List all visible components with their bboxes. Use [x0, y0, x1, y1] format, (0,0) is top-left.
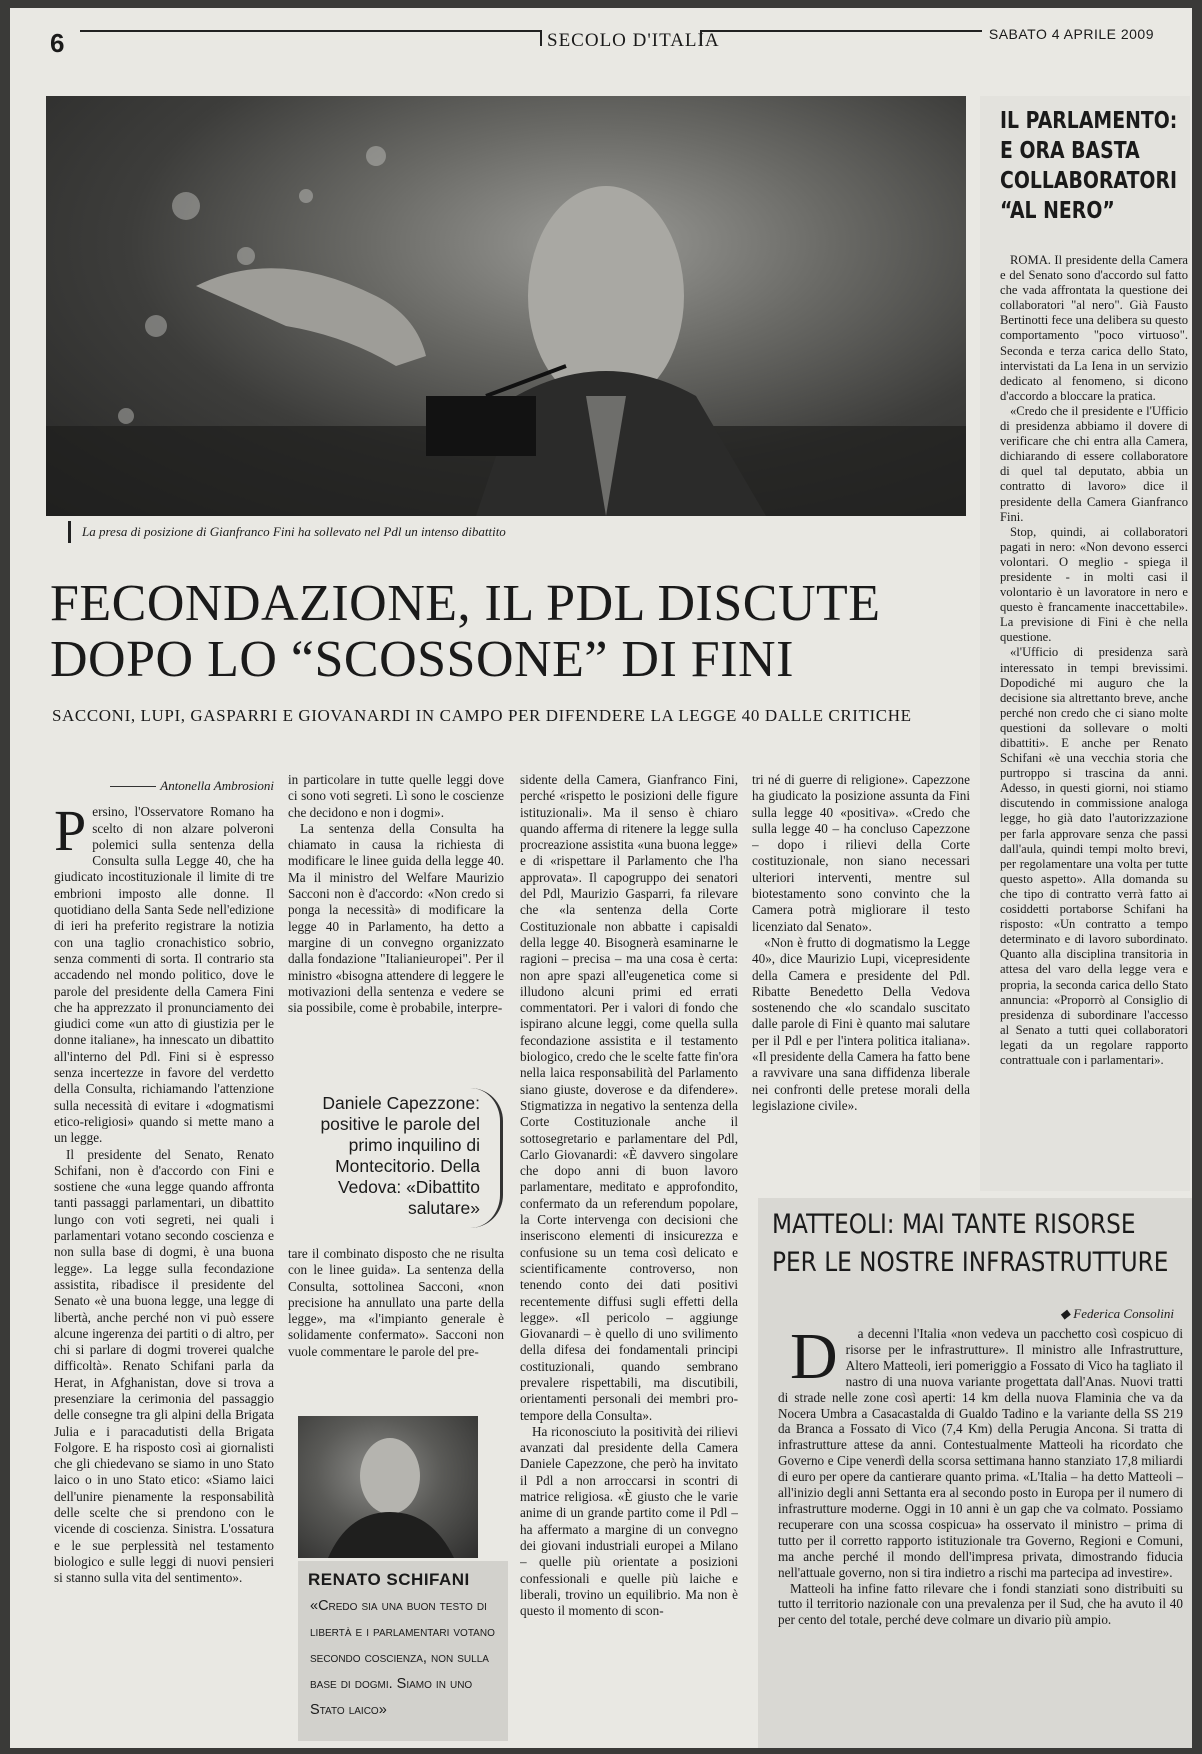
matteoli-text — [778, 1326, 1183, 1746]
drop-cap: P — [54, 798, 87, 864]
matteoli-title — [772, 1206, 1192, 1282]
main-headline — [50, 576, 980, 688]
photo-illustration — [46, 96, 966, 516]
article-paragraph: sidente della Camera, Gianfranco Fini, perché «rispetto le posizioni delle figure istituzionali». Ma il senso è chiaro quando afferma di ritenere la legge sulla procreazione assistita «una buona legge» e di «rispettare il Parlamento che l'ha approvata». Il capogruppo dei senatori del Pdl, Maurizio Gasparri, fa rilevare che «la sentenza della Corte Costituzionale non abbatte i capisaldi della legge 40. Bisognerà esaminarne le ragioni – precisa – ma una cosa è certa: non apre spazi all'eugenetica come si illudono alcuni primi ed errati commentatori. Per i valori di fondo che ispirano alcune leggi, come quella sulla fecondazione assistita e il testamento biologico, credo che le scelte fatte fin'ora nella laica responsabilità del Parlamento siano giuste, doverose e da difendere». Stigmatizza in negativo la sentenza della Corte Costituzionale anche il sottosegretario e parlamentare del Pdl, Carlo Giovanardi: «È davvero singolare che dopo anni di buon lavoro parlamentare, meditato e approfondito, confermato da un referendum popolare, la Corte intervenga con decisioni che inseriscono elementi di insicurezza e confusione su un tema così delicato e scientificamente controverso, non tenendo conto dei dati positivi recentemente diffusi sugli effetti della legge». «Il pericolo – aggiunge Giovanardi – è quello di uno svilimento della difesa dei fondamentali principi costituzionali, quando sembrano prevalere rispettabili, ma discutibili, orientamenti personali dei membri pro-tempore della Consulta». — [520, 772, 738, 1423]
matteoli-byline: ◆ Federica Consolini — [1060, 1306, 1174, 1321]
sidebar-paragraph: «l'Ufficio di presidenza sarà interessato in tempi brevissimi. Dopodiché mi auguro che la decisione sia altrettanto breve, anche perché non credo che ci siano molte questioni da sollevare o molti dibattiti». E anche per Renato Schifani «è una vecchia storia che purtroppo si trascina da anni. Adesso, in questi giorni, noi stiamo discutendo in commissione analoga legge, ho già dato l'autorizzazione per farla approvare senza che passi dall'aula, quindi tempi molto brevi, per regolamentare una volta per tutte questo aspetto». Alla domanda su che tipo di contratto verrà fatto ai cosiddetti portaborse Schifani ha risposto: «Un contratto a tempo determinato e di lavoro subordinato. Quanto alla disciplina transitoria in attesa del varo della legge vera e propria, la seconda carica dello Stato annuncia: «Proporrò al Consiglio di presidenza di subordinare l'accesso al Senato a tutti quei collaboratori legati da un regolare rapporto contrattuale con i parlamentari». — [1000, 645, 1188, 1067]
article-paragraph: Ha riconosciuto la positività dei rilievi avanzati dal presidente della Camera Daniele Capezzone, che però ha invitato il Pdl a non arroccarsi in scontri di matrice religiosa. «È giusto che le varie anime di un grande partito come il Pdl – ha affermato a margine di un convegno dei giovani industriali europei a Milano – quelle più orientate a posizioni confessionali e quelle più laiche e liberali, trovino un equilibrio. Ma non è questo il momento di scon- — [520, 1423, 738, 1619]
article-paragraph: Persino, l'Osservatore Romano ha scelto di non alzare polveroni polemici sulla sentenza della Consulta sulla Legge 40, che ha giudicato incostituzionale il limite di tre embrioni imposto alle donne. Il quotidiano della Santa Sede nell'edizione di ieri ha preferito registrare la notizia con una taglio cronachistico sobrio, senza commenti di sorta. Il contrario sta accadendo nel mondo politico, dove le parole del presidente della Camera Fini che ha apprezzato il pronunciamento dei giudici come «un atto di giustizia per le donne italiane», ha innescato un dibattito all'interno del Pdl. Fini si è espresso senza incertezze in favore del verdetto della Consulta, richiamando l'attenzione sulla necessità di evitare i «dogmatismi etico-religiosi» quando si mette mano a un legge. — [54, 798, 274, 1146]
masthead-title: SECOLO D'ITALIA — [547, 30, 720, 51]
photo-caption: La presa di posizione di Gianfranco Fini ha sollevato nel Pdl un intenso dibattito — [82, 524, 506, 539]
schifani-quote: «Credo sia una buon testo di libertà e i parlamentari votano secondo coscienza, non sulla base di dogmi. Siamo in uno Stato laico» — [310, 1598, 495, 1718]
article-column-4 — [752, 772, 970, 1182]
article-paragraph: La sentenza della Consulta ha chiamato in causa la richiesta di modificare le linee guida della legge 40. Ma il ministro del Welfare Maurizio Sacconi non è d'accordo: «Non credo si ponga la necessità» di modificare la legge 40 in Parlamento, ha detto a margine di un convegno organizzato dalla fondazione "Italianieuropei". Per il ministro «bisogna attendere di leggere le motivazioni della sentenza e vedere se sia possibile, come è probabile, interpre- — [288, 820, 504, 1016]
sidebar-paragraph: «Credo che il presidente e l'Ufficio di presidenza abbiamo il dovere di verificare che chi entra alla Camera, dichiarando di essere collaboratore di quel tal deputato, abbia un contratto di lavoro» dice il presidente della Camera Gianfranco Fini. — [1000, 403, 1188, 524]
sidebar-paragraph: ROMA. Il presidente della Camera e del Senato sono d'accordo sul fatto che vada affrontata la questione dei collaboratori "al nero". Già Fausto Bertinotti fece una delibera su questo comportamento "poco virtuoso". Seconda e terza carica dello Stato, intervistati da La Iena in un servizio dedicato al fenomeno, si dicono d'accordo a bloccare la pratica. — [1000, 253, 1188, 403]
schifani-name: RENATO SCHIFANI — [308, 1570, 470, 1589]
masthead-date: SABATO 4 APRILE 2009 — [988, 26, 1154, 42]
schifani-photo — [298, 1416, 478, 1558]
matteoli-paragraph: D a decenni l'Italia «non vedeva un pacchetto così cospicuo di risorse per le infrastrutture». Il ministro alle Infrastrutture, Altero Matteoli, ieri pomeriggio a Fossato di Vico ha tagliato il nastro di una nuova variante progettata dall'Anas. Nuovi tratti di strade nelle zone così aperti: 14 km della nuova Flaminia che va da Nocera Umbra a Casacastalda di Gualdo Tadino e la variante della SS 219 da Branca a Fossato di Vico (7,4 Km) della Perugia Ancona. Si tratta di infrastrutture attese da anni. Contestualmente Matteoli ha ricordato che Governo e Cipe venerdì della scorsa settimana hanno stanziato 17,8 miliardi di euro per opere da cantierare quanto prima. «L'Italia – ha detto Matteoli – all'inizio degli anni Settanta era al secondo posto in Europa per il numero di infrastrutture moderne. Oggi in 10 anni è un gap che va colmato. Possiamo recuperare con una scossa cospicua» ha osservato il ministro – prima di tutto per il corretto rapporto istituzionale tra Governo, Regioni e Comuni, ma anche perché il mondo dell'impresa privata, dimostrando fiducia nell'attuale governo, non si tira indietro a rischi ma partecipa ad investire». — [778, 1326, 1183, 1580]
article-column-2-bottom — [288, 1246, 504, 1386]
article-byline: Antonella Ambrosioni — [54, 778, 274, 794]
sidebar-title: IL PARLAMENTO: E ORA BASTA COLLABORATORI “AL NERO” — [1000, 108, 1178, 224]
article-column-3 — [520, 772, 738, 1742]
article-paragraph: tare il combinato disposto che ne risulta con le linee guida». La sentenza della Consulta, sottolinea Sacconi, «non precisione ha annullato una parte della legge», ma «l'impianto generale è solidamente confermato». Sacconi non vuole commentare le parole del pre- — [288, 1246, 504, 1359]
headline-line-1: FECONDAZIONE, IL PDL DISCUTE — [50, 575, 881, 632]
drop-cap: D — [790, 1326, 838, 1393]
matteoli-paragraph: Matteoli ha infine fatto rilevare che i fondi stanziati sono distribuiti su tutto il territorio nazionale con una prevalenza per il Sud, che ha avuto il 40 per cento del totale, perché deve colmare un divario più ampio. — [778, 1580, 1183, 1628]
caption-marker — [68, 521, 71, 543]
main-photo — [46, 96, 966, 516]
matteoli-title-line-1: MATTEOLI: MAI TANTE RISORSE — [772, 1209, 1136, 1240]
pull-quote: Daniele Capezzone: positive le parole del primo inquilino di Montecitorio. Della Vedova: «Dibattito salutare» — [320, 1093, 480, 1218]
newspaper-page — [10, 8, 1192, 1748]
sidebar-paragraph: Stop, quindi, ai collaboratori pagati in nero: «Non devono esserci volontari. O meglio - spiega il presidente - in molti casi il volontario è un lavoratore in nero e questo è francamente inaccettabile». La previsione di Fini è che nella questione. — [1000, 524, 1188, 645]
sidebar-text — [1000, 253, 1188, 1183]
article-column-2-top — [288, 772, 504, 1072]
pull-quote-brace — [470, 1088, 503, 1228]
article-column-1 — [54, 778, 274, 1743]
article-paragraph: tri né di guerre di religione». Capezzone ha giudicato la posizione assunta da Fini sulla legge 40 «positiva». «Credo che sulla legge 40 – ha concluso Capezzone – dopo i rilievi della Corte costituzionale, non siano necessari ulteriori interventi, mentre sul biotestamento sono convinto che la Camera potrà migliorare il testo licenziato dal Senato». — [752, 772, 970, 934]
page-number: 6 — [50, 28, 65, 58]
headline-subtitle: SACCONI, LUPI, GASPARRI E GIOVANARDI IN CAMPO PER DIFENDERE LA LEGGE 40 DALLE CRITICHE — [52, 706, 912, 725]
schifani-photo-illustration — [298, 1416, 478, 1558]
masthead-rule-left — [80, 30, 542, 46]
matteoli-title-line-2: PER LE NOSTRE INFRASTRUTTURE — [772, 1247, 1169, 1278]
masthead-rule-right — [700, 30, 982, 46]
article-paragraph: in particolare in tutte quelle leggi dove ci sono voti segreti. Lì sono le coscienze che decidono e non i dogmi». — [288, 772, 504, 820]
article-paragraph: Il presidente del Senato, Renato Schifani, non è d'accordo con Fini e sostiene che «una legge quando affronta tanti passaggi parlamentari, un dibattito lungo con voti segreti, nei quali i parlamentari votano secondo coscienza e non sulla base di dogmi, è una buona legge». La legge sulla fecondazione assistita, ribadisce il presidente del Senato «è una buona legge, una legge di libertà, anche perché non vi può essere alcune ingerenza dei partiti o di altro, per chi si parlare di dogmi troverei qualche difficoltà». Renato Schifani parla da Herat, in Afghanistan, dove si trova a presenziare la cerimonia del passaggio delle consegne tra gli alpini della Brigata Julia e i paracadutisti della Brigata Folgore. E ha risposto così ai giornalisti che gli chiedevano se siamo in uno Stato laico o in uno Stato etico: «Siamo laici dell'unire pienamente la responsabilità delle scelte che si prendono con le vicende di coscienza. Sinistra. L'ossatura e le sue perplessità nel testamento biologico e sulle leggi di nuovi pensieri si stanno sulla vita del sentimento». — [54, 1146, 274, 1586]
headline-line-2: DOPO LO “SCOSSONE” DI FINI — [50, 631, 794, 688]
article-paragraph: «Non è frutto di dogmatismo la Legge 40», dice Maurizio Lupi, vicepresidente della Camera e presidente del Pdl. Ribatte Benedetto Della Vedova sostenendo che «lo scandalo suscitato dalle parole di Fini è quanto mai salutare per il Pdl e per l'intera politica italiana». «Il presidente della Camera ha fatto bene a ravvivare una sana diffidenza liberale nei confronti delle pretese morali della legislazione civile». — [752, 934, 970, 1113]
